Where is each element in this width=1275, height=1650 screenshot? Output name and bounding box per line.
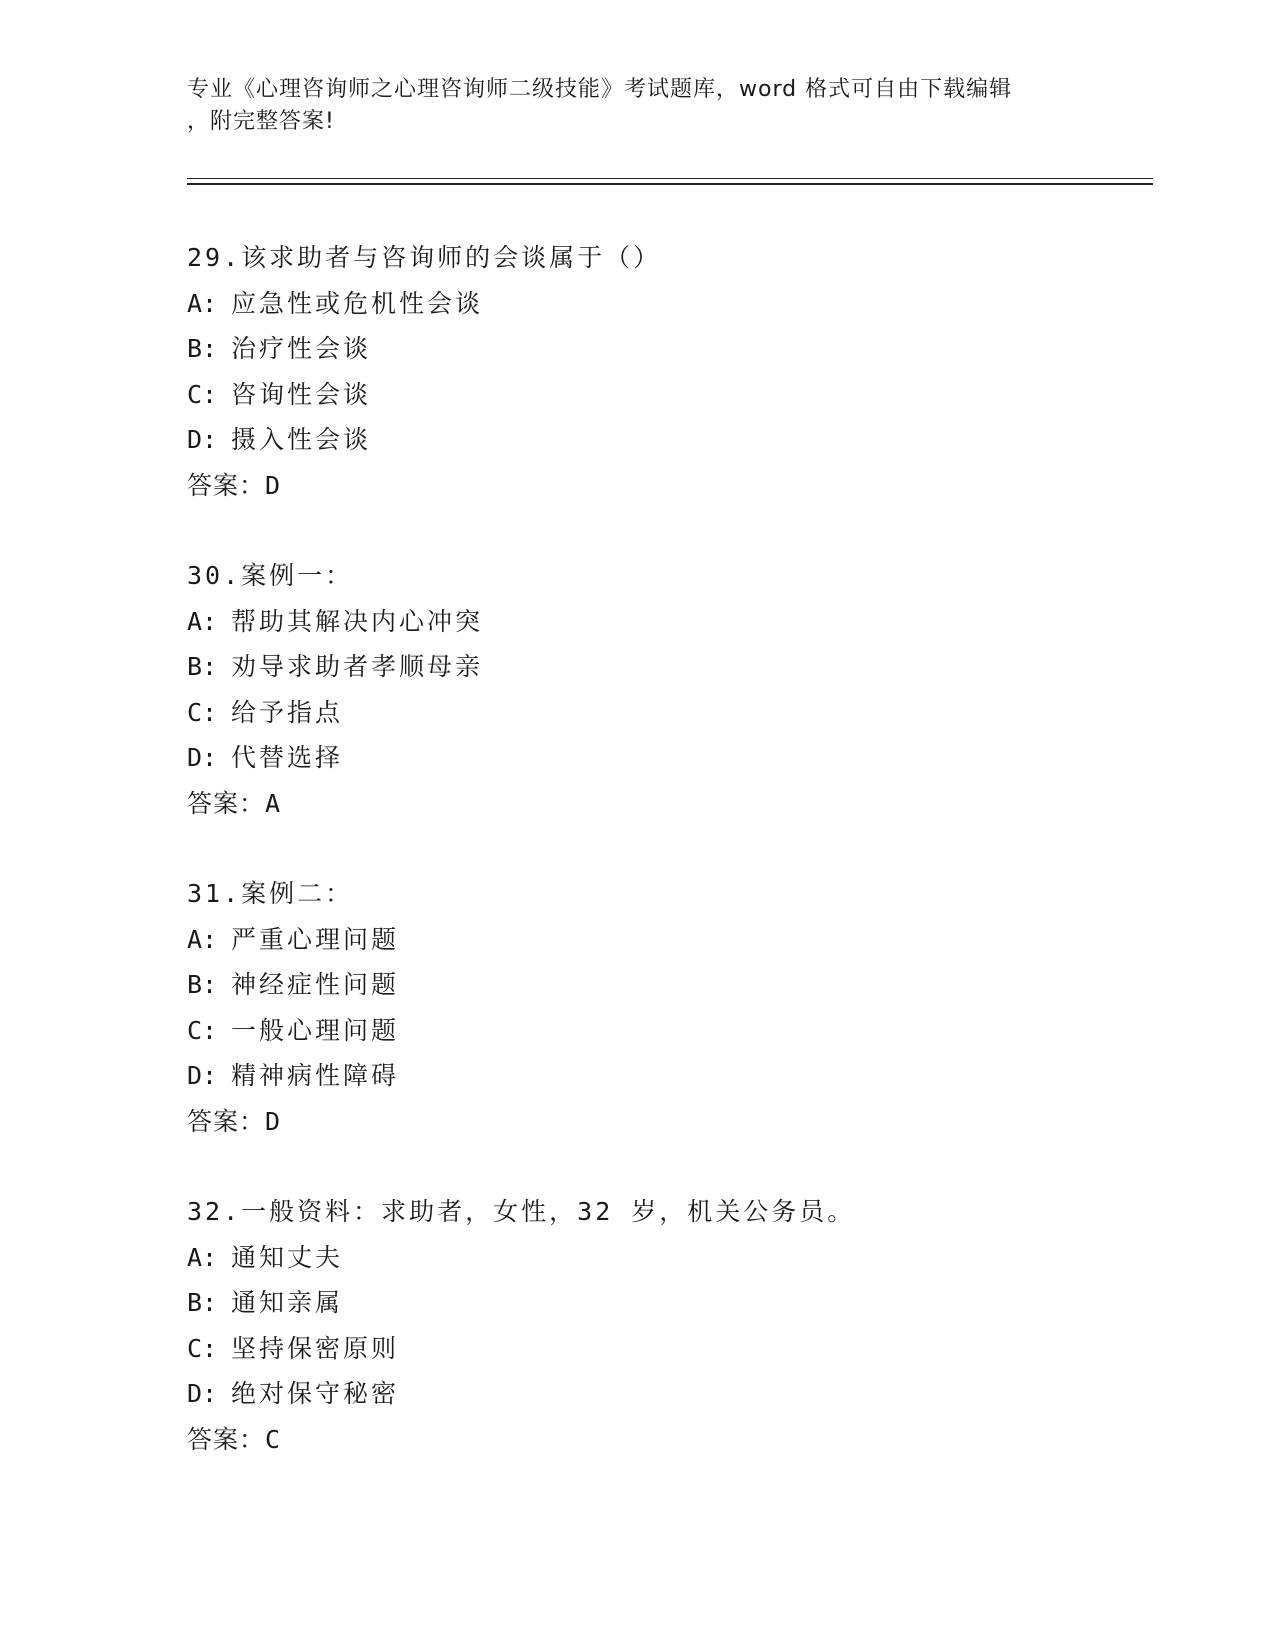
answer-value: C xyxy=(265,1424,282,1454)
option-d xyxy=(187,417,1147,463)
option-c xyxy=(187,690,1147,736)
option-b xyxy=(187,644,1147,690)
option-text: 绝对保守秘密 xyxy=(231,1379,400,1408)
option-text: 摄入性会谈 xyxy=(231,425,372,454)
answer-value: D xyxy=(265,1106,282,1136)
answer-line xyxy=(187,781,1147,827)
option-b xyxy=(187,962,1147,1008)
option-letter: D: xyxy=(187,425,218,454)
option-text: 通知丈夫 xyxy=(231,1242,344,1272)
answer-label: 答案： xyxy=(187,788,266,818)
option-text: 坚持保密原则 xyxy=(231,1333,400,1363)
option-letter: D: xyxy=(187,1061,218,1090)
option-a xyxy=(187,917,1147,963)
option-letter: A: xyxy=(187,606,218,636)
option-text: 通知亲属 xyxy=(231,1288,344,1317)
option-a xyxy=(187,281,1147,327)
option-text: 精神病性障碍 xyxy=(231,1061,400,1090)
answer-label: 答案： xyxy=(187,1106,266,1136)
option-text: 应急性或危机性会谈 xyxy=(231,288,484,318)
answer-value: A xyxy=(265,788,282,818)
option-text: 一般心理问题 xyxy=(231,1015,400,1045)
question-list xyxy=(187,235,1147,1507)
question-stem: 30.案例一： xyxy=(187,561,354,590)
header-line-1: 专业《心理咨询师之心理咨询师二级技能》考试题库，word 格式可自由下载编辑 xyxy=(187,77,1013,102)
option-text: 给予指点 xyxy=(231,697,344,727)
header-rule-thin xyxy=(187,178,1153,179)
option-text: 劝导求助者孝顺母亲 xyxy=(231,652,484,681)
option-letter: C: xyxy=(187,1015,218,1045)
option-text: 神经症性问题 xyxy=(231,970,400,999)
answer-line xyxy=(187,1417,1147,1463)
option-letter: C: xyxy=(187,697,218,727)
option-b xyxy=(187,326,1147,372)
option-letter: B: xyxy=(187,970,218,999)
option-c xyxy=(187,372,1147,418)
option-letter: B: xyxy=(187,334,218,363)
option-letter: B: xyxy=(187,652,218,681)
option-letter: D: xyxy=(187,743,218,772)
option-c xyxy=(187,1008,1147,1054)
document-header xyxy=(187,74,1087,138)
option-text: 帮助其解决内心冲突 xyxy=(231,606,484,636)
option-a xyxy=(187,599,1147,645)
answer-label: 答案： xyxy=(187,470,266,500)
answer-line xyxy=(187,463,1147,509)
header-line-2: ，附完整答案! xyxy=(187,109,335,134)
option-letter: C: xyxy=(187,379,218,409)
option-letter: D: xyxy=(187,1379,218,1408)
option-b xyxy=(187,1280,1147,1326)
option-text: 代替选择 xyxy=(231,743,344,772)
option-a xyxy=(187,1235,1147,1281)
question-29 xyxy=(187,235,1147,508)
option-d xyxy=(187,1371,1147,1417)
answer-line xyxy=(187,1099,1147,1145)
option-text: 咨询性会谈 xyxy=(231,379,372,409)
question-stem: 29.该求助者与咨询师的会谈属于（） xyxy=(187,243,662,272)
question-31 xyxy=(187,871,1147,1144)
option-letter: C: xyxy=(187,1333,218,1363)
option-d xyxy=(187,735,1147,781)
option-letter: A: xyxy=(187,288,218,318)
option-c xyxy=(187,1326,1147,1372)
answer-label: 答案： xyxy=(187,1424,266,1454)
answer-value: D xyxy=(265,470,282,500)
option-letter: A: xyxy=(187,1242,218,1272)
option-d xyxy=(187,1053,1147,1099)
question-stem: 32.一般资料：求助者，女性，32 岁，机关公务员。 xyxy=(187,1197,856,1226)
option-text: 治疗性会谈 xyxy=(231,334,372,363)
question-stem: 31.案例二： xyxy=(187,879,354,908)
header-rule-thick xyxy=(187,183,1153,185)
question-32 xyxy=(187,1189,1147,1462)
option-letter: B: xyxy=(187,1288,218,1317)
option-letter: A: xyxy=(187,924,218,954)
question-30 xyxy=(187,553,1147,826)
option-text: 严重心理问题 xyxy=(231,924,400,954)
